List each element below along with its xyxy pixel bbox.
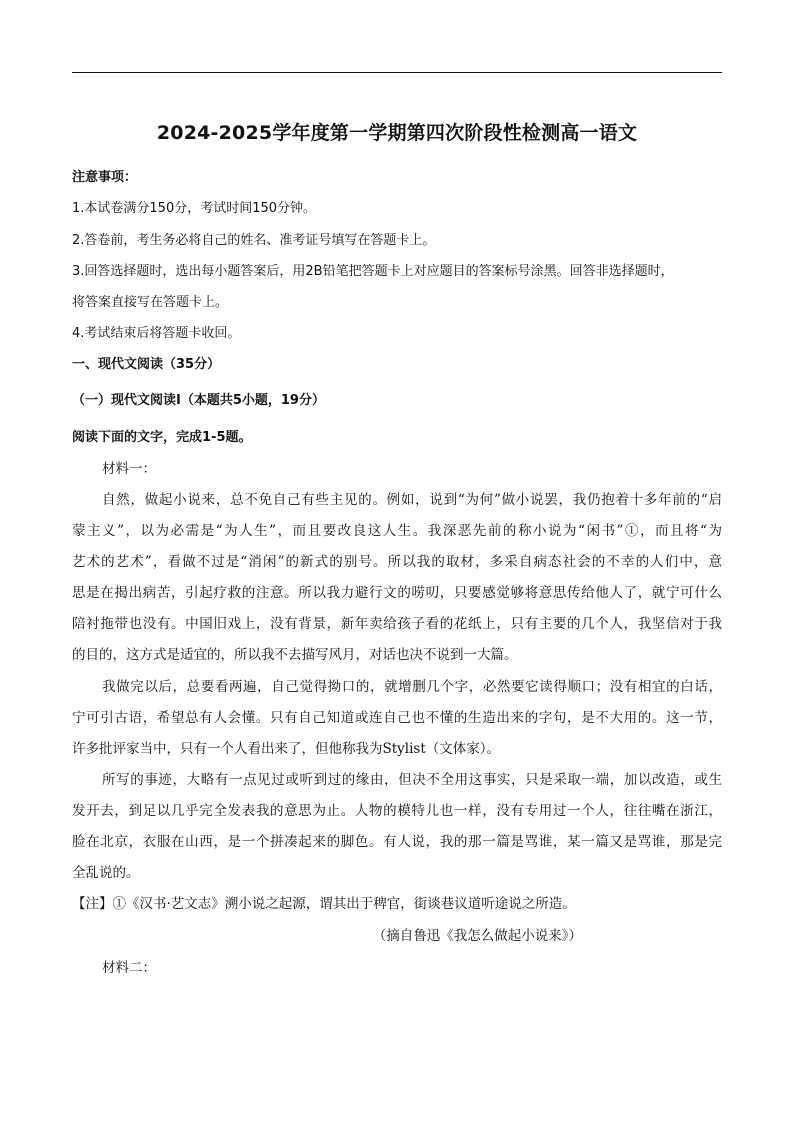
notice-item: 3.回答选择题时，选出每小题答案后，用2B铅笔把答题卡上对应题目的答案标号涂黑。回答非选择题时， bbox=[72, 264, 674, 279]
footnote: 【注】①《汉书·艺文志》溯小说之起源，谓其出于稗官，街谈巷议道听途说之所造。 bbox=[72, 896, 576, 912]
notice-item: 1.本试卷满分150分，考试时间150分钟。 bbox=[72, 201, 317, 216]
exam-title: 2024-2025学年度第一学期第四次阶段性检测高一语文 bbox=[156, 122, 638, 144]
passage-line: 蒙主义”，以为必需是“为人生”，而且要改良这人生。我深恶先前的称小说为“闲书”①，而且将“为 bbox=[72, 523, 722, 539]
reading-instruction: 阅读下面的文字，完成1-5题。 bbox=[72, 430, 252, 445]
passage-line: 思是在揭出病苦，引起疗救的注意。所以我力避行文的唠叨，只要感觉够将意思传给他人了，就宁可什么 bbox=[72, 585, 722, 601]
passage-line: 艺术的艺术”，看做不过是“消闲”的新式的别号。所以我的取材，多采自病态社会的不幸的人们中，意 bbox=[72, 554, 722, 570]
subsection-heading: （一）现代文阅读Ⅰ（本题共5小题，19分） bbox=[72, 393, 325, 408]
notice-item: 将答案直接写在答题卡上。 bbox=[72, 295, 229, 310]
header-rule bbox=[72, 72, 722, 73]
passage-line: 我做完以后，总要看两遍，自己觉得拗口的，就增删几个字，必然要它读得顺口；没有相宜的白话， bbox=[102, 679, 722, 695]
passage-line: 所写的事迹，大略有一点见过或听到过的缘由，但决不全用这事实，只是采取一端，加以改造，或生 bbox=[102, 772, 722, 788]
notice-item: 2.答卷前，考生务必将自己的姓名、准考证号填写在答题卡上。 bbox=[72, 233, 436, 248]
passage-line: 许多批评家当中，只有一个人看出来了，但他称我为Stylist（文体家）。 bbox=[72, 741, 501, 757]
passage-line: 宁可引古语，希望总有人会懂。只有自己知道或连自己也不懂的生造出来的字句，是不大用的。这一节， bbox=[72, 710, 722, 726]
source-citation: （摘自鲁迅《我怎么做起小说来》） bbox=[372, 928, 582, 944]
section-heading: 一、现代文阅读（35分） bbox=[72, 357, 221, 372]
passage-line: 脸在北京，衣服在山西，是一个拼凑起来的脚色。有人说，我的那一篇是骂谁，某一篇又是骂谁，那是完 bbox=[72, 834, 722, 850]
material-label: 材料一： bbox=[102, 461, 156, 477]
passage-line: 发开去，到足以几乎完全发表我的意思为止。人物的模特儿也一样，没有专用过一个人，往往嘴在浙江， bbox=[72, 803, 722, 819]
notice-heading: 注意事项： bbox=[72, 170, 138, 185]
passage-line: 陪衬拖带也没有。中国旧戏上，没有背景，新年卖给孩子看的花纸上，只有主要的几个人，我坚信对于我 bbox=[72, 616, 722, 632]
notice-item: 4.考试结束后将答题卡收回。 bbox=[72, 326, 241, 341]
passage-line: 全乱说的。 bbox=[72, 865, 140, 881]
passage-line: 的目的，这方式是适宜的，所以我不去描写风月，对话也决不说到一大篇。 bbox=[72, 647, 518, 663]
passage-line: 自然，做起小说来，总不免自己有些主见的。例如，说到“为何”做小说罢，我仍抱着十多年前的“启 bbox=[102, 492, 722, 508]
material-label: 材料二： bbox=[102, 960, 156, 976]
